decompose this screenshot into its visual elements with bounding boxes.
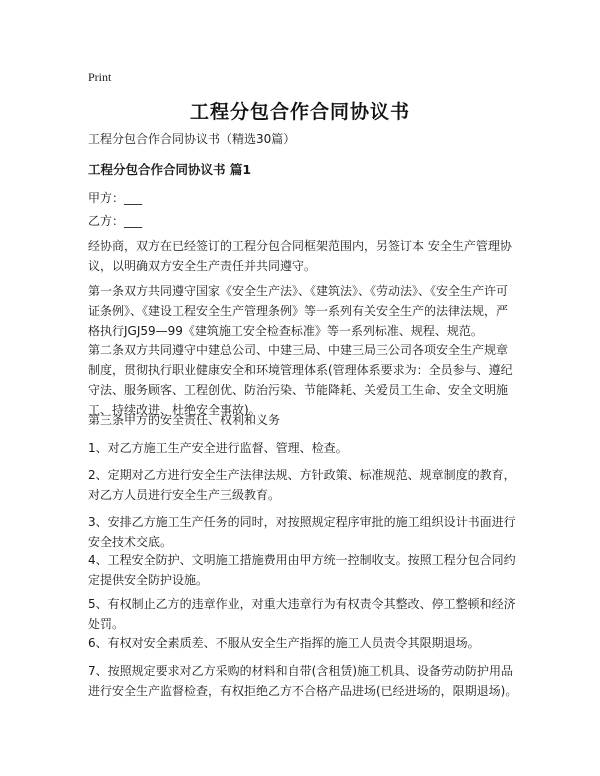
section-heading: 工程分包合作合同协议书 篇1 — [88, 162, 252, 177]
list-item-2: 2、定期对乙方进行安全生产法律法规、方针政策、标准规范、规章制度的教育，对乙方人员进行安全生产三级教育。 — [88, 468, 516, 502]
list-item-7: 7、按照规定要求对乙方采购的材料和自带(含租赁)施工机具、设备劳动防护用品进行安全生产监督检查，有权拒绝乙方不合格产品进场(已经进场的，限期退场)。 — [88, 664, 518, 698]
paragraph-article-2: 第二条双方共同遵守中建总公司、中建三局、中建三局三公司各项安全生产规章制度，贯彻执行职业健康安全和环境管理体系(管理体系要求为：全员参与、遵纪守法、服务顾客、工程创优、防治污染、节能降耗、关爱员工生命、安全文明施工、持续改进、杜绝安全事故)。 — [88, 343, 513, 417]
list-item-4: 4、工程安全防护、文明施工措施费用由甲方统一控制收支。按照工程分包合同约定提供安全防护设施。 — [88, 553, 516, 587]
list-item-5: 5、有权制止乙方的违章作业，对重大违章行为有权责令其整改、停工整顿和经济处罚。 — [88, 597, 516, 631]
print-label[interactable]: Print — [88, 70, 112, 84]
list-item-6: 6、有权对安全素质差、不服从安全生产指挥的施工人员责令其限期退场。 — [88, 636, 480, 650]
paragraph-article-3: 第三条甲方的安全责任、权利和义务 — [88, 413, 281, 427]
document-subtitle: 工程分包合作合同协议书（精选30篇） — [88, 132, 296, 146]
paragraph-intro: 经协商，双方在已经签订的工程分包合同框架范围内，另签订本 安全生产管理协议，以明确双方安全生产责任并共同遵守。 — [88, 239, 512, 273]
paragraph-article-1: 第一条双方共同遵守国家《安全生产法》、《建筑法》、《劳动法》、《安全生产许可证条例》、《建设工程安全生产管理条例》等一系列有关安全生产的法律法规，严格执行JGJ59—99《建筑施工安全检查标准》等一系列标准、规程、规范。 — [88, 284, 509, 338]
document-title: 工程分包合作合同协议书 — [189, 101, 410, 123]
party-a-line: 甲方：___ — [88, 191, 143, 205]
list-item-1: 1、对乙方施工生产安全进行监督、管理、检查。 — [88, 441, 348, 455]
list-item-3: 3、安排乙方施工生产任务的同时，对按照规定程序审批的施工组织设计书面进行安全技术交底。 — [88, 515, 516, 549]
party-b-line: 乙方：___ — [88, 214, 143, 228]
